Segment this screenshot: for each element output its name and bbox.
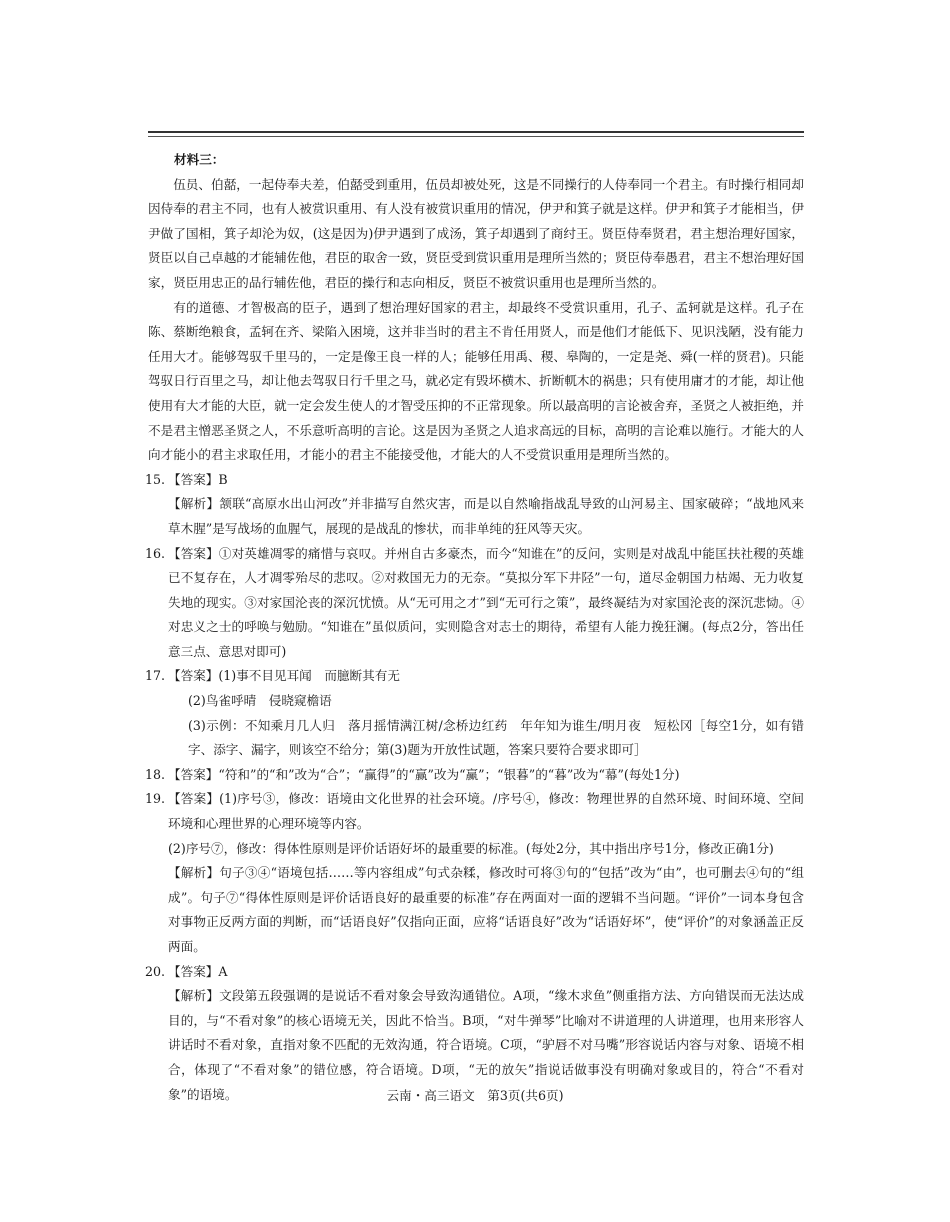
question-16-answer: 【答案】①对英雄凋零的痛惜与哀叹。并州自古多豪杰，而今“知谁在”的反问，实则是对战乱中能匡扶社稷的英雄已不复存在，人才凋零殆尽的悲叹。②对救国无力的无奈。“莫拟分军下井陉”一句，道尽金朝国力枯竭、无力收复失地的现实。③对家国沦丧的深沉忧愤。从“无可用之才”到“无可行之策”，最终凝结为对家国沦丧的深沉悲恸。④对忠义之士的呼唤与勉励。“知谁在”虽似质问，实则隐含对志士的期待，希望有人能力挽狂澜。(每点2分，答出任意三点、意思对即可) <box>168 545 804 659</box>
question-15-answer: 【答案】B <box>168 471 228 487</box>
question-17-answer: 【答案】(1)事不目见耳闻 而臆断其有无 <box>168 668 400 684</box>
question-19-answer: 【答案】(1)序号③，修改：语境由文化世界的社会环境。/序号④，修改：物理世界的自然环境、时间环境、空间环境和心理世界的心理环境等内容。 <box>168 791 804 832</box>
question-17-part-3: (3)示例：不知乘月几人归 落月摇情满江树/念桥边红药 年年知为谁生/明月夜 短松冈［每空1分，如有错字、添字、漏字，则该空不给分；第(3)题为开放性试题，答案只要符合要求即可］ <box>188 717 804 758</box>
question-19 <box>145 787 804 959</box>
question-19-number: 19. <box>145 791 166 807</box>
page-content <box>145 148 804 1107</box>
question-20-analysis: 【解析】文段第五段强调的是说话不看对象会导致沟通错位。A项，“缘木求鱼”侧重指方法、方向错误而无法达成目的，与“不看对象”的核心语境无关，因此不恰当。B项，“对牛弹琴”比喻对不讲道理的人讲道理，也用来形容人讲话时不看对象，直指对象不匹配的无效沟通，符合语境。C项，“驴唇不对马嘴”形容说话内容与对象、语境不相合，体现了“不看对象”的错位感，符合语境。D项，“无的放矢”指说话做事没有明确对象或目的，符合“不看对象”的语境。 <box>168 988 804 1102</box>
question-15 <box>145 468 804 542</box>
question-20-answer: 【答案】A <box>168 963 228 979</box>
header-rule-thick <box>148 131 804 133</box>
question-17 <box>145 664 804 762</box>
material-three-paragraph-1: 伍员、伯嚭，一起侍奉夫差，伯嚭受到重用，伍员却被处死，这是不同操行的人侍奉同一个君主。有时操行相同却因侍奉的君主不同，也有人被赏识重用、有人没有被赏识重用的情况，伊尹和箕子就是这样。伊尹和箕子才能相当，伊尹做了国相，箕子却沦为奴，(这是因为)伊尹遇到了成汤，箕子却遇到了商纣王。贤臣侍奉贤君，君主想治理好国家，贤臣以自己卓越的才能辅佐他，君臣的取舍一致，贤臣受到赏识重用是理所当然的；贤臣侍奉愚君，君主不想治理好国家，贤臣用忠正的品行辅佐他，君臣的操行和志向相反，贤臣不被赏识重用也是理所当然的。 <box>148 176 804 290</box>
question-18 <box>145 763 804 788</box>
question-15-number: 15. <box>145 471 166 487</box>
page-footer: 云南・高三语文 第3页(共6页) <box>386 1088 564 1103</box>
question-15-analysis: 【解析】颔联“高原水出山河改”并非描写自然灾害，而是以自然喻指战乱导致的山河易主、国家破碎；“战地风来草木腥”是写战场的血腥气，展现的是战乱的惨状，而非单纯的狂风等天灾。 <box>168 496 804 536</box>
question-16-number: 16. <box>145 545 166 561</box>
header-rule-thin <box>148 136 804 137</box>
question-20-number: 20. <box>145 963 166 979</box>
question-17-number: 17. <box>145 668 166 684</box>
material-three-heading: 材料三： <box>174 152 225 167</box>
question-19-part-2: (2)序号⑦，修改：得体性原则是评价话语好坏的最重要的标准。(每处2分，其中指出序号1分，修改正确1分) <box>168 840 774 856</box>
question-17-part-2: (2)鸟雀呼晴 侵晓窥檐语 <box>188 693 332 709</box>
material-three-paragraph-2: 有的道德、才智极高的臣子，遇到了想治理好国家的君主，却最终不受赏识重用，孔子、孟轲就是这样。孔子在陈、蔡断绝粮食，孟轲在齐、梁陷入困境，这并非当时的君主不肯任用贤人，而是他们才能低下、见识浅陋，没有能力任用大才。能够驾驭千里马的，一定是像王良一样的人；能够任用禹、稷、皋陶的，一定是尧、舜(一样的贤君)。只能驾驭日行百里之马，却让他去驾驭日行千里之马，就必定有毁坏横木、折断軏木的祸患；只有使用庸才的才能，却让他使用有大才能的大臣，就一定会发生使人的才智受压抑的不正常现象。所以最高明的言论被舍弃，圣贤之人被拒绝，并不是君主憎恶圣贤之人，不乐意听高明的言论。这是因为圣贤之人追求高远的目标，高明的言论难以施行。才能大的人向才能小的君主求取任用，才能小的君主不能接受他，才能大的人不受赏识重用是理所当然的。 <box>148 299 804 463</box>
question-19-analysis: 【解析】句子③④“语境包括……等内容组成”句式杂糅，修改时可将③句的“包括”改为“由”，也可删去④句的“组成”。句子⑦“得体性原则是评价话语良好的最重要的标准”存在两面对一面的逻辑不当问题。“评价”一词本身包含对事物正反两方面的判断，而“话语良好”仅指向正面，应将“话语良好”改为“话语好坏”，使“评价”的对象涵盖正反两面。 <box>168 865 804 954</box>
question-18-answer: 【答案】“符和”的“和”改为“合”；“赢得”的“赢”改为“赢”；“银暮”的“暮”改为“幕”(每处1分) <box>168 766 680 782</box>
question-16 <box>145 542 804 665</box>
question-18-number: 18. <box>145 766 166 782</box>
